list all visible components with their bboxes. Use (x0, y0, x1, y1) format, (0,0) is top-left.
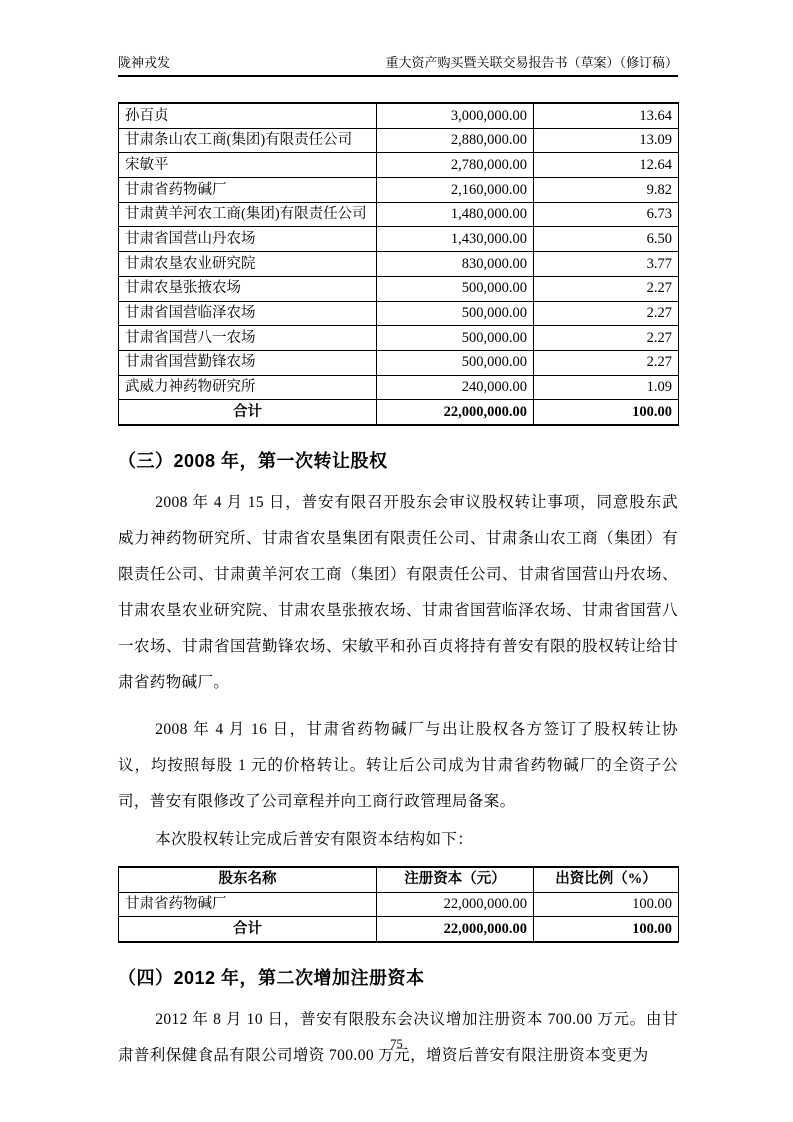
total-capital-cell: 22,000,000.00 (377, 917, 534, 942)
total-capital-cell: 22,000,000.00 (377, 400, 534, 425)
table-cell-capital: 2,780,000.00 (377, 153, 534, 178)
table-row (119, 227, 679, 252)
header-right-text: 重大资产购买暨关联交易报告书（草案）（修订稿） (385, 55, 678, 70)
table-cell-name: 甘肃省国营八一农场 (119, 326, 377, 351)
section-3-paragraph-3: 本次股权转让完成后普安有限资本结构如下： (155, 830, 474, 848)
total-label-cell: 合计 (119, 400, 377, 425)
table-row (119, 326, 679, 351)
table-cell-name: 甘肃农垦张掖农场 (119, 276, 377, 301)
table-row (119, 128, 679, 153)
table-row (119, 375, 679, 400)
table-cell-capital: 240,000.00 (377, 375, 534, 400)
table-cell-ratio: 2.27 (534, 326, 679, 351)
table-row (119, 178, 679, 203)
section-4-paragraph-1: 2012 年 8 月 10 日，普安有限股东会决议增加注册资本 700.00 万元。由甘肃普利保健食品有限公司增资 700.00 万元，增资后普安有限注册资本变更为 (118, 1011, 678, 1064)
table-cell-name: 宋敏平 (119, 153, 377, 178)
header-registered-capital: 注册资本（元） (377, 867, 534, 892)
table-total-row (119, 400, 679, 425)
total-ratio-cell: 100.00 (534, 400, 679, 425)
table-cell-ratio: 1.09 (534, 375, 679, 400)
shareholder-table-body (119, 103, 679, 400)
table-row (119, 301, 679, 326)
table-cell-name: 孙百贞 (119, 103, 377, 128)
table-cell-capital: 500,000.00 (377, 276, 534, 301)
header-contribution-ratio: 出资比例（%） (534, 867, 679, 892)
shareholder-table-continued (118, 102, 679, 426)
table-row (119, 892, 679, 917)
table-cell-ratio: 6.73 (534, 202, 679, 227)
table-cell-name: 甘肃黄羊河农工商(集团)有限责任公司 (119, 202, 377, 227)
capital-table-total (119, 917, 679, 942)
table-cell-capital: 3,000,000.00 (377, 103, 534, 128)
table-cell-capital: 2,160,000.00 (377, 178, 534, 203)
page-content (118, 0, 678, 1074)
table-cell-ratio: 13.64 (534, 103, 679, 128)
table-cell-capital: 830,000.00 (377, 252, 534, 277)
table-cell-capital: 500,000.00 (377, 350, 534, 375)
capital-table-header (119, 867, 679, 892)
table-cell-capital: 22,000,000.00 (377, 892, 534, 917)
section-3-heading: （三）2008 年，第一次转让股权 (118, 450, 388, 471)
table-cell-ratio: 9.82 (534, 178, 679, 203)
table-cell-name: 甘肃农垦农业研究院 (119, 252, 377, 277)
table-cell-ratio: 13.09 (534, 128, 679, 153)
table-cell-ratio: 2.27 (534, 301, 679, 326)
table-cell-capital: 1,430,000.00 (377, 227, 534, 252)
table-cell-capital: 2,880,000.00 (377, 128, 534, 153)
table-row (119, 276, 679, 301)
section-3-paragraph-1: 2008 年 4 月 15 日，普安有限召开股东会审议股权转让事项，同意股东武威力神药物研究所、甘肃省农垦集团有限责任公司、甘肃条山农工商（集团）有限责任公司、甘肃黄羊河农工商（集团）有限责任公司、甘肃省国营山丹农场、甘肃农垦农业研究院、甘肃农垦张掖农场、甘肃省国营临泽农场、甘肃省国营八一农场、甘肃省国营勤锋农场、宋敏平和孙百贞将持有普安有限的股权转让给甘肃省药物碱厂。 (118, 493, 678, 691)
section-3-paragraph-2: 2008 年 4 月 16 日，甘肃省药物碱厂与出让股权各方签订了股权转让协议，均按照每股 1 元的价格转让。转让后公司成为甘肃省药物碱厂的全资子公司，普安有限修改了公司章程并向工商行政管理局备案。 (118, 720, 678, 810)
table-row (119, 103, 679, 128)
table-cell-ratio: 12.64 (534, 153, 679, 178)
table-cell-name: 甘肃省国营勤锋农场 (119, 350, 377, 375)
header-shareholder-name: 股东名称 (119, 867, 377, 892)
table-cell-name: 甘肃省药物碱厂 (119, 178, 377, 203)
table-cell-name: 甘肃省国营临泽农场 (119, 301, 377, 326)
table-cell-name: 武威力神药物研究所 (119, 375, 377, 400)
total-ratio-cell: 100.00 (534, 917, 679, 942)
table-total-row (119, 917, 679, 942)
table-cell-ratio: 2.27 (534, 350, 679, 375)
table-cell-name: 甘肃条山农工商(集团)有限责任公司 (119, 128, 377, 153)
table-header-row (119, 867, 679, 892)
table-cell-capital: 500,000.00 (377, 326, 534, 351)
table-row (119, 153, 679, 178)
running-header (118, 0, 678, 77)
capital-table-body (119, 892, 679, 917)
table-cell-capital: 500,000.00 (377, 301, 534, 326)
capital-structure-table (118, 866, 679, 943)
table-cell-name: 甘肃省国营山丹农场 (119, 227, 377, 252)
table-row (119, 350, 679, 375)
table-cell-ratio: 3.77 (534, 252, 679, 277)
table-row (119, 202, 679, 227)
header-left-text: 陇神戎发 (118, 55, 171, 70)
page-number: 75 (390, 1037, 403, 1051)
section-4-heading: （四）2012 年，第二次增加注册资本 (118, 968, 425, 988)
table-cell-ratio: 100.00 (534, 892, 679, 917)
shareholder-table-total (119, 400, 679, 425)
total-label-cell: 合计 (119, 917, 377, 942)
table-cell-name: 甘肃省药物碱厂 (119, 892, 377, 917)
table-cell-ratio: 6.50 (534, 227, 679, 252)
table-cell-ratio: 2.27 (534, 276, 679, 301)
table-row (119, 252, 679, 277)
table-cell-capital: 1,480,000.00 (377, 202, 534, 227)
